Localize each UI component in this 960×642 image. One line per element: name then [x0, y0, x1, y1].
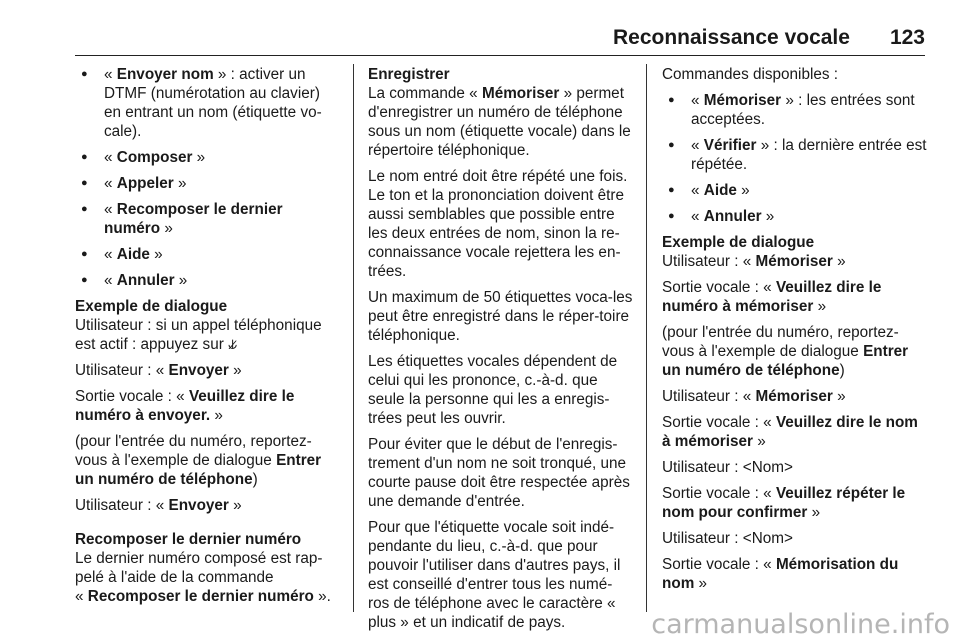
command-bullet: ● « Mémoriser » : les entrées sont acceptées. — [662, 91, 927, 129]
section-heading: Enregistrer — [368, 66, 450, 83]
section-heading: Exemple de dialogue — [662, 234, 815, 251]
paragraph: Utilisateur : « Envoyer » — [75, 362, 242, 379]
paragraph: Utilisateur : si un appel téléphonique est actif : appuyez sur ⫝̸ — [75, 317, 322, 353]
page-number: 123 — [889, 26, 925, 49]
column-divider — [646, 64, 647, 612]
page-title: Reconnaissance vocale — [612, 26, 850, 49]
watermark: carmanualsonline.info — [651, 609, 950, 640]
paragraph: Utilisateur : « Envoyer » — [75, 497, 242, 514]
paragraph: Sortie vocale : « Veuillez dire le numéro à mémoriser » — [662, 279, 882, 315]
paragraph: Les étiquettes vocales dépendent de celui qui les prononce, c.-à-d. que seule la personne qui les a enregis-trées peut les ouvrir. — [368, 353, 618, 427]
paragraph: Commandes disponibles : — [662, 66, 839, 83]
paragraph: Un maximum de 50 étiquettes voca-les peut être enregistré dans le réper-toire téléphonique. — [368, 289, 633, 344]
column-3 — [662, 65, 927, 600]
paragraph: Utilisateur : « Mémoriser » — [662, 253, 846, 270]
paragraph: Pour que l'étiquette vocale soit indé-pendante du lieu, c.-à-d. que pour pouvoir l'utiliser dans d'autres pays, il est conseillé d'entrer tous les numé-ros de téléphone avec le caractère « plus » et un indicatif de pays. — [368, 519, 621, 631]
paragraph: Le dernier numéro composé est rap-pelé à l'aide de la commande « Recomposer le dernier numéro ». — [75, 550, 331, 605]
command-bullet: ● « Envoyer nom » : activer un DTMF (numérotation au clavier) en entrant un nom (étiquette vo-cale). — [75, 65, 340, 141]
command-bullet: ● « Vérifier » : la dernière entrée est répétée. — [662, 136, 927, 174]
column-1 — [75, 65, 340, 613]
command-bullet: ● « Aide » — [75, 245, 340, 264]
paragraph: Utilisateur : <Nom> — [662, 459, 793, 476]
command-bullet: ● « Aide » — [662, 181, 927, 200]
paragraph: (pour l'entrée du numéro, reportez-vous à l'exemple de dialogue Entrer un numéro de téléphone) — [662, 324, 909, 379]
section-heading: Recomposer le dernier numéro — [75, 531, 302, 548]
column-divider — [353, 64, 354, 612]
paragraph: Sortie vocale : « Veuillez dire le nom à mémoriser » — [662, 414, 918, 450]
paragraph: Utilisateur : « Mémoriser » — [662, 388, 846, 405]
page-header — [75, 26, 925, 56]
paragraph: Sortie vocale : « Veuillez répéter le nom pour confirmer » — [662, 485, 906, 521]
phone-icon: ⫝̸ — [228, 336, 238, 353]
section-heading: Exemple de dialogue — [75, 298, 228, 315]
paragraph: (pour l'entrée du numéro, reportez-vous à l'exemple de dialogue Entrer un numéro de téléphone) — [75, 433, 322, 488]
command-bullet: ● « Annuler » — [75, 271, 340, 290]
paragraph: Utilisateur : <Nom> — [662, 530, 793, 547]
paragraph: La commande « Mémoriser » permet d'enregistrer un numéro de téléphone sous un nom (étiquette vocale) dans le répertoire téléphonique. — [368, 85, 631, 159]
command-bullet: ● « Annuler » — [662, 207, 927, 226]
header-rule — [75, 55, 925, 56]
paragraph: Pour éviter que le début de l'enregis-trement d'un nom ne soit tronqué, une courte pause doit être respectée après une demande d'entrée. — [368, 436, 630, 510]
command-bullet: ● « Appeler » — [75, 174, 340, 193]
column-2 — [368, 65, 633, 639]
paragraph: Sortie vocale : « Mémorisation du nom » — [662, 556, 899, 592]
command-bullet: ● « Composer » — [75, 148, 340, 167]
paragraph: Le nom entré doit être répété une fois. Le ton et la prononciation doivent être aussi semblables que possible entre les deux entrées de nom, sinon la re-connaissance vocale rejettera les en-trées. — [368, 168, 628, 280]
paragraph: Sortie vocale : « Veuillez dire le numéro à envoyer. » — [75, 388, 295, 424]
command-bullet: ● « Recomposer le dernier numéro » — [75, 200, 340, 238]
